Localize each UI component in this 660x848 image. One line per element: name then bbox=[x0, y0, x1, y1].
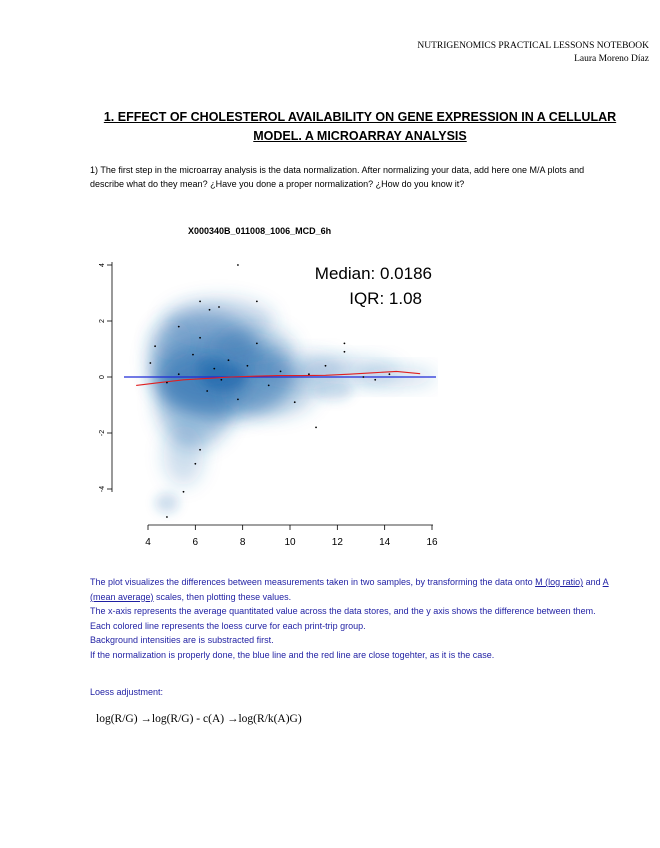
density-blob bbox=[164, 425, 204, 485]
density-blob bbox=[152, 321, 192, 361]
answer-paragraph-5: If the normalization is properly done, the blue line and the red line are close togehter, as it is the case. bbox=[90, 649, 495, 660]
section-title bbox=[60, 108, 660, 146]
plot-title: X000340B_011008_1006_MCD_6h bbox=[188, 226, 332, 236]
data-point bbox=[294, 401, 296, 403]
x-axis-ticks bbox=[145, 525, 438, 548]
m-scale-term: M (log ratio) bbox=[535, 577, 584, 587]
data-point bbox=[237, 399, 239, 401]
data-point bbox=[194, 463, 196, 465]
x-tick-label: 10 bbox=[284, 537, 296, 548]
data-point bbox=[213, 368, 215, 370]
x-tick-label: 12 bbox=[331, 537, 343, 548]
data-point bbox=[344, 343, 346, 345]
data-point bbox=[280, 371, 282, 373]
data-point bbox=[308, 373, 310, 375]
notebook-header bbox=[417, 40, 649, 66]
data-point bbox=[256, 301, 258, 303]
data-point bbox=[220, 379, 222, 381]
data-point bbox=[183, 491, 185, 493]
data-point bbox=[199, 449, 201, 451]
y-axis-ticks bbox=[99, 263, 112, 492]
data-point bbox=[256, 343, 258, 345]
data-point bbox=[315, 427, 317, 429]
y-tick-label: -2 bbox=[99, 429, 106, 437]
density-cloud bbox=[150, 299, 437, 513]
section-title-line2: MODEL. A MICROARRAY ANALYSIS bbox=[253, 129, 467, 143]
iqr-label: IQR: 1.08 bbox=[349, 289, 422, 308]
y-tick-label: -4 bbox=[99, 485, 106, 493]
data-point bbox=[389, 373, 391, 375]
data-point bbox=[166, 382, 168, 384]
section-title-line1: 1. EFFECT OF CHOLESTEROL AVAILABILITY ON GENE EXPRESSION IN A CELLULAR bbox=[103, 110, 617, 124]
data-point bbox=[199, 301, 201, 303]
answer-paragraph-1: The plot visualizes the differences between measurements taken in two samples, by transforming the data onto M (log ratio) and A (mean average) scales, then plotting these values. bbox=[90, 577, 609, 602]
x-tick-label: 14 bbox=[379, 537, 391, 548]
header-author: Laura Moreno Díaz bbox=[574, 54, 649, 64]
median-label: Median: 0.0186 bbox=[314, 264, 432, 283]
data-point bbox=[149, 362, 151, 364]
data-point bbox=[199, 337, 201, 339]
loess-adjustment-label: Loess adjustment: bbox=[90, 687, 164, 697]
x-tick-label: 4 bbox=[145, 537, 151, 548]
y-tick-label: 4 bbox=[99, 263, 106, 267]
data-point bbox=[178, 373, 180, 375]
y-tick-label: 2 bbox=[99, 319, 106, 323]
data-point bbox=[237, 264, 239, 266]
x-tick-label: 8 bbox=[239, 537, 246, 548]
data-point bbox=[218, 306, 220, 308]
a-scale-term: A (mean average) bbox=[90, 577, 609, 602]
density-blob bbox=[155, 493, 179, 513]
data-point bbox=[209, 309, 211, 311]
x-tick-label: 6 bbox=[192, 537, 199, 548]
question-text: 1) The first step in the microarray analysis is the data normalization. After normalizing your data, add here one M/A plots and describe what do they mean? ¿Have you done a proper normalization? ¿How do you know it? bbox=[90, 165, 585, 189]
y-tick-label: 0 bbox=[99, 375, 106, 379]
answer-text bbox=[90, 575, 620, 662]
data-point bbox=[344, 351, 346, 353]
answer-paragraph-4: Background intensities are is substracted first. bbox=[90, 635, 274, 645]
data-point bbox=[228, 359, 230, 361]
data-point bbox=[154, 345, 156, 347]
data-point bbox=[374, 379, 376, 381]
data-point bbox=[362, 376, 364, 378]
answer-paragraph-3: Each colored line represents the loess curve for each print-trip group. bbox=[90, 620, 366, 631]
data-point bbox=[325, 365, 327, 367]
data-point bbox=[247, 365, 249, 367]
ma-plot bbox=[100, 248, 450, 558]
data-point bbox=[206, 390, 208, 392]
data-point bbox=[268, 385, 270, 387]
data-point bbox=[178, 326, 180, 328]
answer-paragraph-2: The x-axis represents the average quantitated value across the data stores, and the y axis shows the difference between them. bbox=[90, 606, 596, 616]
data-point bbox=[166, 516, 168, 518]
density-blob bbox=[313, 381, 353, 401]
data-point bbox=[192, 354, 194, 356]
x-tick-label: 16 bbox=[426, 537, 438, 548]
header-notebook-title: NUTRIGENOMICS PRACTICAL LESSONS NOTEBOOK bbox=[417, 41, 649, 51]
loess-formula: log(R/G) →log(R/G) - c(A) →log(R/k(A)G) bbox=[96, 713, 302, 725]
